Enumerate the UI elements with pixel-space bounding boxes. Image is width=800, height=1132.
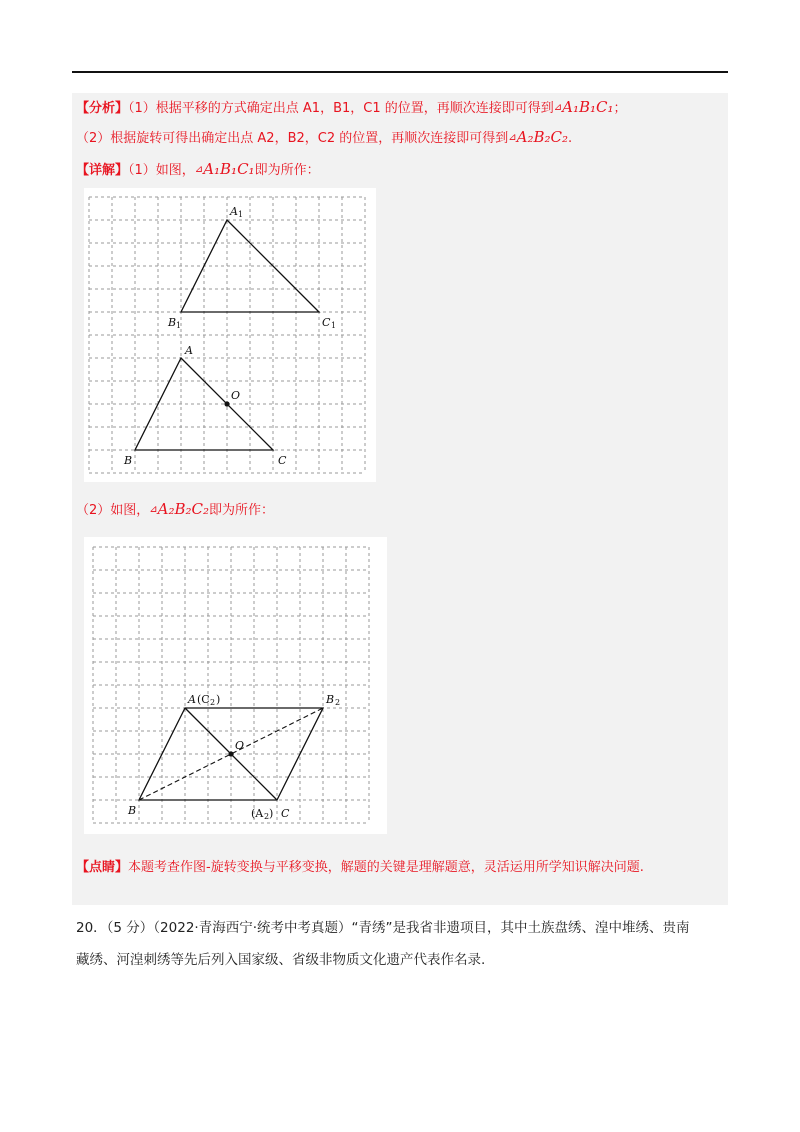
figure-2 [84, 537, 387, 834]
label-c1: C [322, 316, 331, 329]
label-b: B [128, 804, 137, 817]
header-rule [72, 71, 728, 73]
label-c: C [278, 454, 287, 467]
comment-line [76, 856, 644, 875]
question-20-line-2: 藏绣、河湟刺绣等先后列入国家级、省级非物质文化遗产代表作名录. [76, 952, 486, 968]
grid-1 [89, 197, 365, 473]
detail-prefix-1: （1）如图， [128, 163, 195, 178]
question-20-line-1: 20．（5 分）（2022·青海西宁·统考中考真题）“青绣”是我省非遗项目，其中土族盘绣、湟中堆绣、贵南 [76, 920, 690, 936]
figure-1-svg [84, 188, 376, 482]
label-o: O [231, 389, 241, 402]
comment-tag: 【点睛】 [76, 860, 129, 875]
detail-suffix-1: 即为所作： [254, 163, 320, 178]
label-a2-sub: 2 [264, 812, 270, 821]
detail-prefix-2: （2）如图， [76, 503, 150, 518]
comment-text: 本题考查作图-旋转变换与平移变换，解题的关键是理解题意，灵活运用所学知识解决问题. [128, 860, 644, 875]
label-a: A [188, 693, 196, 706]
triangle-symbol: ⊿ [508, 132, 517, 143]
label-a1: A [230, 205, 238, 218]
detail-tag: 【详解】 [76, 163, 129, 178]
detail-line-1 [76, 159, 320, 178]
label-b2-sub: 2 [335, 698, 341, 707]
analysis-math-1: A₁B₁C₁ [562, 98, 614, 116]
label-c2: (C [197, 693, 210, 706]
detail-suffix-2: 即为所作： [209, 503, 275, 518]
analysis-text-2: （2）根据旋转可得出确定出点 A2，B2，C2 的位置，再顺次连接即可得到 [76, 131, 509, 146]
label-b: B [124, 454, 133, 467]
analysis-end-1: ； [613, 101, 627, 116]
figure-2-svg [84, 537, 387, 834]
triangle-symbol: ⊿ [194, 164, 204, 175]
label-a2-close: ) [269, 807, 274, 820]
label-b2: B [326, 693, 335, 706]
point-o [228, 751, 233, 756]
triangle-symbol: ⊿ [149, 504, 158, 515]
label-c: C [281, 807, 290, 820]
label-o: O [235, 739, 245, 752]
label-c2-sub: 2 [210, 698, 216, 707]
label-c2-close: ) [216, 693, 221, 706]
triangle-symbol: ⊿ [553, 102, 563, 113]
analysis-end-2: . [568, 131, 573, 146]
detail-math-2: A₂B₂C₂ [157, 500, 210, 518]
detail-line-2 [76, 499, 274, 518]
analysis-tag: 【分析】 [76, 101, 129, 116]
label-b1-sub: 1 [176, 321, 182, 330]
analysis-math-2: A₂B₂C₂ [516, 128, 569, 146]
analysis-line-1 [76, 97, 627, 116]
point-o [224, 401, 229, 406]
grid-2 [93, 547, 369, 823]
detail-math-1: A₁B₁C₁ [203, 160, 255, 178]
label-a2: (A [251, 807, 264, 820]
figure-1 [84, 188, 376, 482]
analysis-line-2 [76, 127, 572, 146]
label-c1-sub: 1 [331, 321, 337, 330]
label-b1: B [168, 316, 177, 329]
label-a: A [185, 344, 193, 357]
label-a1-sub: 1 [238, 210, 244, 219]
analysis-text-1: （1）根据平移的方式确定出点 A1，B1，C1 的位置，再顺次连接即可得到 [128, 101, 554, 116]
